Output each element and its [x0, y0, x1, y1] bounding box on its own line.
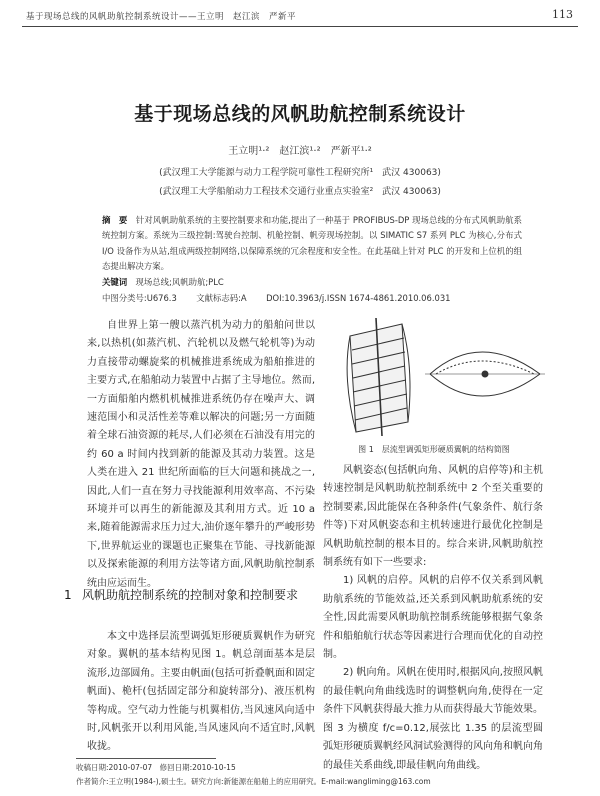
footnote-author: 作者简介:王立明(1984-),硕士生。研究方向:新能源在船舶上的应用研究。E-mail:wangliming@163.com [76, 777, 431, 786]
affiliation-1: (武汉理工大学能源与动力工程学院可靠性工程研究所¹ 武汉 430063) [159, 168, 441, 178]
doi: DOI:10.3963/j.ISSN 1674-4861.2010.06.031 [266, 293, 451, 303]
header-rule [22, 26, 578, 27]
classification-line [102, 292, 522, 304]
running-header: 基于现场总线的风帆助航控制系统设计——王立明 赵江滨 严新平 [26, 12, 297, 22]
right-column [323, 462, 543, 775]
figure-1-diagram [330, 318, 550, 438]
paper-title: 基于现场总线的风帆助航控制系统设计 [134, 103, 466, 125]
section-1-heading [64, 585, 314, 605]
right-paragraph-3: 2) 帆向角。风帆在使用时,根据风向,按照风帆的最佳帆向角曲线选时的调整帆向角,使得在一定条件下风帆获得最大推力从而获得最大节能效果。图 3 为横度 f/c=0.12,展弦比 1.35 的层流型圆弧矩形硬质翼帆经风洞试验测得的风向角和帆向角的最佳关系曲线,即最佳帆向角曲线。 [323, 667, 543, 771]
abstract-label: 摘 要 [102, 215, 128, 225]
section-1-paragraph: 本文中选择层流型调弧矩形硬质翼帆作为研究对象。翼帆的基本结构见图 1。帆总剖面基本是层流形,边部圆角。主要由帆面(包括可折叠帆面和固定帆面)、桅杆(包括固定部分和旋转部分)、液压机构等构成。空气动力性能与机翼相仿,当风速风向适中时,风帆张开以利用风能,当风速风向不适宜时,风帆收拢。 [87, 631, 315, 753]
clc-code: 中图分类号:U676.3 [102, 293, 177, 303]
footnote-rule [76, 758, 216, 759]
intro-paragraph: 自世界上第一艘以蒸汽机为动力的船舶问世以来,以热机(如蒸汽机、汽轮机以及燃气轮机等)为动力直接带动螺旋桨的机械推进系统成为船舶推进的主要方式,在船舶动力装置中占据了主导地位。然而,一方面船舶内燃机机械推进系统仍存在噪声大、调速范围小和灵活性差等难以解决的问题;另一方面随着全球石油资源的耗尽,人们必须在石油没有用完的约 60 a 时间内找到新的能源及其动力装置。这是人类在进入 21 世纪所面临的巨大问题和挑战之一,因此,人们一直在努力寻找能源利用效率高、不污染环境并可以再生的新能源及其利用方式。近 10 a 来,随着能源需求压力过大,油价逐年攀升的严峻形势下,世界航运业的课题也正聚集在节能、寻找新能源以及探索能源的利用方法等诸方面,风帆助航控制系统由应运而生。 [87, 320, 315, 589]
keywords: 现场总线;风帆助航;PLC [135, 276, 224, 287]
section-1-body [87, 628, 315, 757]
footnote-received: 收稿日期:2010-07-07 修回日期:2010-10-15 [76, 763, 236, 772]
doc-code: 文献标志码:A [196, 293, 247, 303]
page-number: 113 [552, 8, 573, 21]
keywords-label: 关键词 [102, 276, 128, 287]
affiliation-2: (武汉理工大学船舶动力工程技术交通行业重点实验室² 武汉 430063) [159, 187, 441, 197]
abstract [102, 213, 522, 290]
wing-sail-perspective [347, 318, 410, 436]
wing-sail-section [425, 352, 545, 396]
section-number: 1 [64, 588, 72, 602]
right-paragraph-1: 风帆姿态(包括帆向角、风帆的启停等)和主机转速控制是风帆助航控制系统中 2 个至关重要的控制要素,因此能保在各种条件(气象条件、航行条件等)下对风帆姿态和主机转速进行最优化控制是风帆助航控制的根本目的。综合来讲,风帆助航控制系统有如下一些要求: [323, 465, 543, 569]
paper-authors: 王立明¹·² 赵江滨¹·² 严新平¹·² [228, 146, 372, 157]
abstract-text: 针对风帆助航系统的主要控制要求和功能,提出了一种基于 PROFIBUS-DP 现场总线的分布式风帆助航系统控制方案。系统为三级控制:驾驶台控制、机舱控制、帆旁现场控制。以 SIMATIC S7 系列 PLC 为核心,分布式 I/O 设备作为从站,组成两级控制网络,以保障系统的冗余程度和安全性。在此基础上针对 PLC 的开发和上位机的组态提出解决方案。 [102, 215, 523, 272]
right-paragraph-2: 1) 风帆的启停。风帆的启停不仅关系到风帆助航系统的节能效益,还关系到风帆助航系统的安全性,因此需要风帆助航控制系统能够根据气象条件和船舶航行状态等因素进行合理而优化的自动控制。 [323, 575, 543, 661]
section-title: 风帆助航控制系统的控制对象和控制要求 [82, 588, 299, 602]
intro-column [87, 317, 315, 593]
figure-1-caption: 图 1 层流型调弧矩形硬质翼帆的结构简图 [358, 445, 510, 454]
